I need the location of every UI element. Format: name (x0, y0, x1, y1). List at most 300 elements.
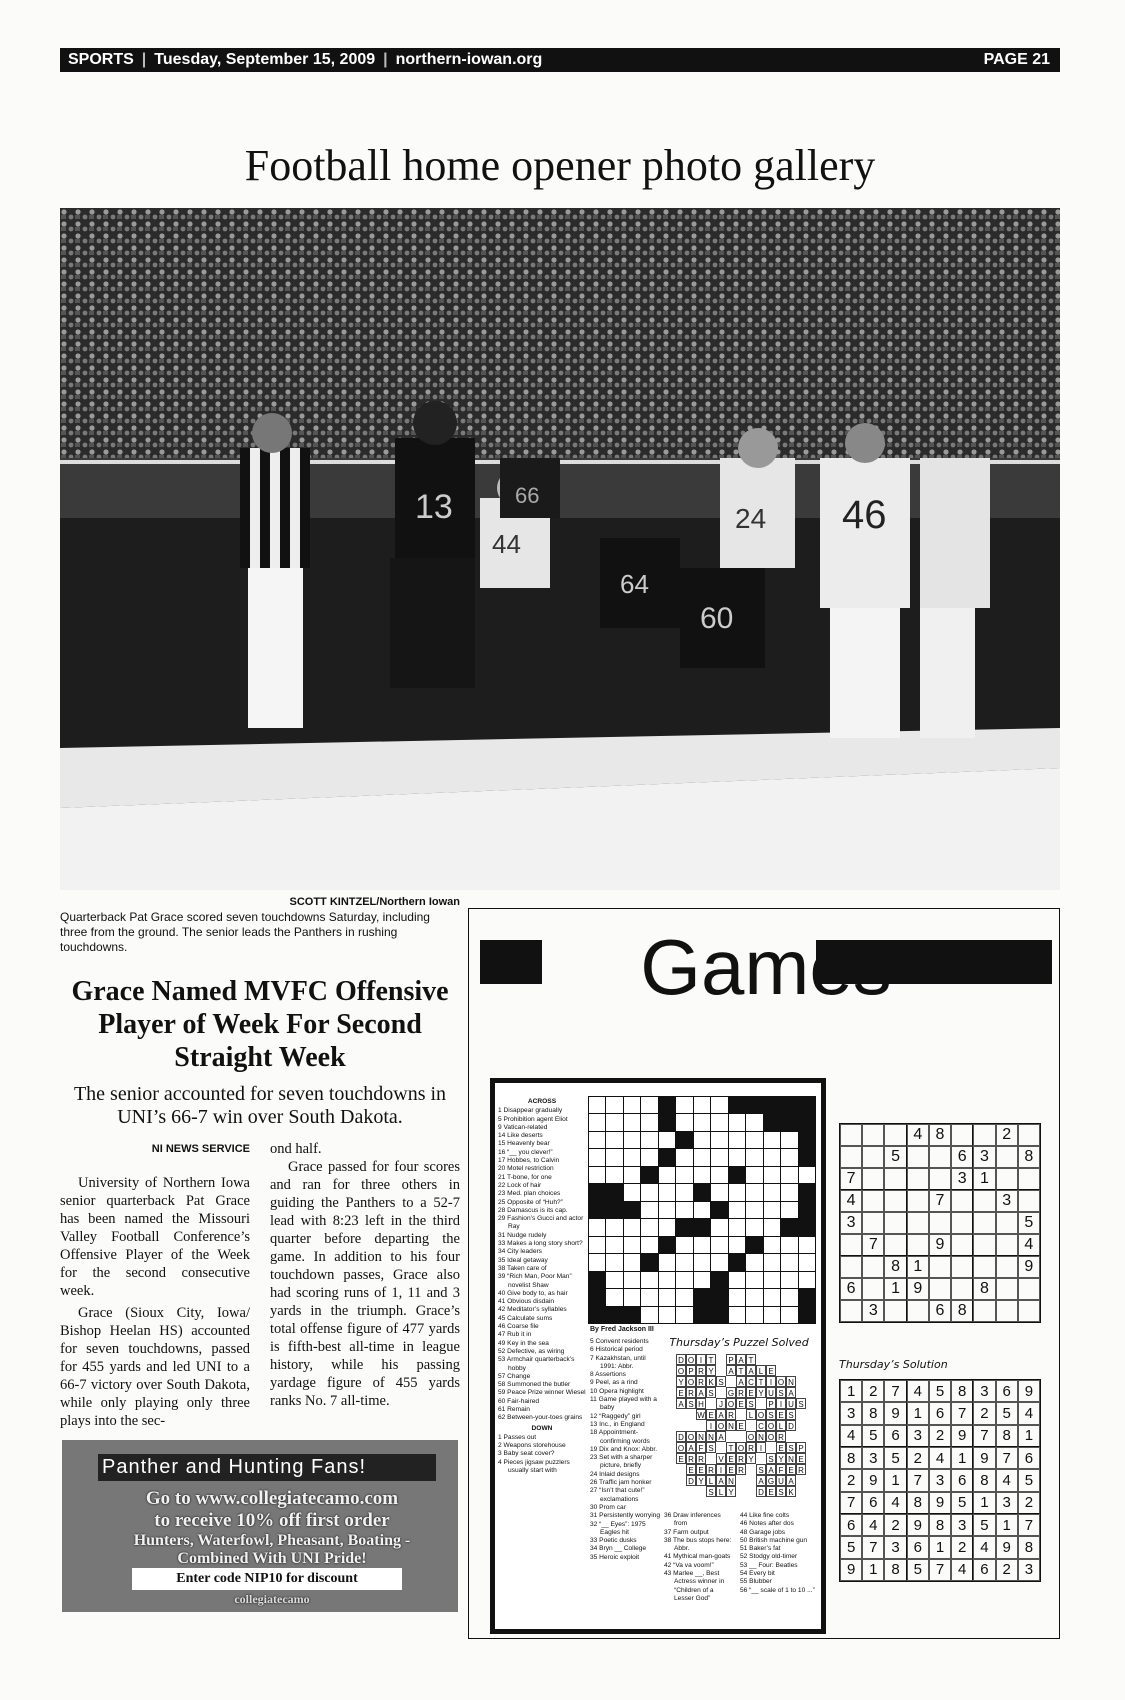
crossword-black-square (711, 1307, 727, 1323)
crossword-black-square (711, 1289, 727, 1305)
sudoku-cell[interactable] (929, 1146, 951, 1168)
crossword-cell[interactable] (729, 1149, 745, 1165)
crossword-cell[interactable] (659, 1254, 675, 1270)
crossword-cell[interactable] (764, 1149, 780, 1165)
sudoku-cell[interactable] (951, 1190, 973, 1212)
solved-letter (786, 1354, 796, 1365)
solved-letter (796, 1475, 806, 1486)
crossword-black-square (659, 1149, 675, 1165)
sudoku-cell[interactable] (996, 1256, 1018, 1278)
sudoku-cell[interactable] (996, 1168, 1018, 1190)
sudoku-cell[interactable] (884, 1212, 906, 1234)
sudoku-cell[interactable] (840, 1124, 862, 1146)
crossword-cell[interactable] (694, 1202, 710, 1218)
sudoku-cell: 8 (929, 1124, 951, 1146)
camo-advertisement[interactable] (62, 1440, 458, 1612)
sudoku-solution-cell: 6 (907, 1536, 929, 1558)
crossword-cell[interactable] (799, 1254, 815, 1270)
sudoku-cell[interactable] (907, 1212, 929, 1234)
crossword-byline: By Fred Jackson III (590, 1326, 654, 1333)
sudoku-cell[interactable] (862, 1212, 884, 1234)
crossword-clue: 33 Poetic dusks (590, 1537, 637, 1545)
sudoku-cell[interactable] (973, 1124, 995, 1146)
solved-letter: E (676, 1453, 686, 1464)
crossword-cell[interactable] (711, 1237, 727, 1253)
crossword-cell[interactable] (746, 1289, 762, 1305)
crossword-cell[interactable] (694, 1149, 710, 1165)
sudoku-solution-cell: 6 (929, 1402, 951, 1424)
sudoku-solution-cell: 6 (1018, 1447, 1040, 1469)
solved-letter: S (766, 1409, 776, 1420)
article-column-1 (60, 1140, 250, 1434)
crossword-black-square (624, 1202, 640, 1218)
sudoku-cell[interactable] (973, 1212, 995, 1234)
solved-letter: L (706, 1475, 716, 1486)
sudoku-cell[interactable] (862, 1146, 884, 1168)
sudoku-cell[interactable] (884, 1300, 906, 1322)
sudoku-cell[interactable] (951, 1212, 973, 1234)
sudoku-cell[interactable] (862, 1190, 884, 1212)
crossword-cell[interactable] (694, 1114, 710, 1130)
sudoku-cell: 3 (840, 1212, 862, 1234)
crossword-cell[interactable] (624, 1132, 640, 1148)
sudoku-solution-cell: 2 (951, 1536, 973, 1558)
crossword-cell[interactable] (746, 1272, 762, 1288)
crossword-cell[interactable] (781, 1202, 797, 1218)
solved-letter: O (777, 1378, 785, 1387)
crossword-cell[interactable] (729, 1184, 745, 1200)
crossword-cell[interactable] (764, 1167, 780, 1183)
solved-letter: S (706, 1387, 716, 1398)
crossword-cell[interactable] (711, 1097, 727, 1113)
sudoku-solution-cell: 4 (1018, 1402, 1040, 1424)
crossword-cell[interactable] (676, 1289, 692, 1305)
sudoku-cell[interactable] (973, 1234, 995, 1256)
solved-letter: R (746, 1442, 756, 1453)
crossword-cell[interactable] (746, 1307, 762, 1323)
sudoku-cell[interactable] (973, 1300, 995, 1322)
solved-letter (716, 1365, 726, 1376)
crossword-cell[interactable] (781, 1184, 797, 1200)
crossword-cell[interactable] (746, 1132, 762, 1148)
crossword-cell[interactable] (746, 1184, 762, 1200)
crossword-black-square (799, 1132, 815, 1148)
sudoku-cell[interactable] (840, 1256, 862, 1278)
solved-letter: R (706, 1464, 716, 1475)
crossword-cell[interactable] (606, 1237, 622, 1253)
crossword-cell[interactable] (676, 1272, 692, 1288)
crossword-clue: 8 Assertions (590, 1371, 626, 1379)
crossword-cell[interactable] (764, 1219, 780, 1235)
crossword-cell[interactable] (711, 1219, 727, 1235)
sudoku-cell: 7 (862, 1234, 884, 1256)
sudoku-solution-cell: 8 (907, 1492, 929, 1514)
jersey-13: 13 (415, 488, 453, 526)
crossword-black-square (799, 1289, 815, 1305)
sudoku-cell[interactable] (907, 1300, 929, 1322)
photo-caption: Quarterback Pat Grace scored seven touchdowns Saturday, including three from the ground. The senior leads the Panthers in rushing touchdowns. (60, 910, 430, 954)
solved-letter: I (716, 1464, 726, 1475)
solved-letter: L (746, 1409, 756, 1420)
crossword-cell[interactable] (624, 1097, 640, 1113)
crossword-cell[interactable] (711, 1254, 727, 1270)
sudoku-cell[interactable] (907, 1234, 929, 1256)
crossword-black-square (676, 1219, 692, 1235)
crossword-cell[interactable] (659, 1184, 675, 1200)
ad-url-line[interactable]: Go to www.collegiatecamo.com (145, 1488, 399, 1509)
down-clues-3 (664, 1512, 734, 1603)
crossword-cell[interactable] (589, 1167, 605, 1183)
crossword-cell[interactable] (606, 1289, 622, 1305)
crossword-cell[interactable] (764, 1132, 780, 1148)
crossword-cell[interactable] (676, 1184, 692, 1200)
sudoku-solution-cell: 4 (884, 1492, 906, 1514)
solved-letter: D (686, 1475, 696, 1486)
crossword-clue: 15 Heavenly bear (498, 1140, 550, 1148)
crossword-cell[interactable] (589, 1219, 605, 1235)
sudoku-cell[interactable] (951, 1278, 973, 1300)
sudoku-cell[interactable] (951, 1234, 973, 1256)
crossword-cell[interactable] (641, 1149, 657, 1165)
crossword-cell[interactable] (729, 1114, 745, 1130)
crossword-cell[interactable] (659, 1289, 675, 1305)
crossword-cell[interactable] (659, 1307, 675, 1323)
sudoku-cell[interactable] (1018, 1190, 1040, 1212)
crossword-cell[interactable] (676, 1114, 692, 1130)
crossword-cell[interactable] (641, 1202, 657, 1218)
crossword-cell[interactable] (606, 1272, 622, 1288)
sudoku-solution-cell: 6 (884, 1425, 906, 1447)
crossword-cell[interactable] (659, 1202, 675, 1218)
solved-letter: U (786, 1398, 796, 1409)
crossword-cell[interactable] (641, 1307, 657, 1323)
crossword-cell[interactable] (694, 1272, 710, 1288)
sudoku-cell[interactable] (862, 1168, 884, 1190)
sudoku-cell[interactable] (884, 1168, 906, 1190)
sudoku-cell[interactable] (1018, 1278, 1040, 1300)
crossword-cell[interactable] (746, 1254, 762, 1270)
crossword-black-square (729, 1167, 745, 1183)
solved-letter: T (756, 1376, 766, 1387)
crossword-cell[interactable] (764, 1272, 780, 1288)
crossword-clue: 18 Appointment-confirming words (590, 1429, 650, 1445)
solved-letter: N (706, 1431, 716, 1442)
crossword-cell[interactable] (641, 1132, 657, 1148)
crossword-cell[interactable] (729, 1307, 745, 1323)
crossword-cell[interactable] (676, 1237, 692, 1253)
crossword-cell[interactable] (589, 1149, 605, 1165)
sudoku-cell[interactable] (996, 1300, 1018, 1322)
sudoku-cell[interactable] (840, 1234, 862, 1256)
games-title-bar (480, 923, 1052, 1011)
crossword-cell[interactable] (589, 1237, 605, 1253)
crossword-black-square (746, 1097, 762, 1113)
crossword-cell[interactable] (641, 1289, 657, 1305)
header-separator: | (383, 51, 388, 68)
crossword-cell[interactable] (711, 1149, 727, 1165)
crossword-clue: 33 Makes a long story short? (498, 1240, 583, 1248)
crossword-cell[interactable] (659, 1219, 675, 1235)
crossword-cell[interactable] (711, 1167, 727, 1183)
solved-letter: E (706, 1409, 716, 1420)
sudoku-solution-cell: 2 (996, 1559, 1018, 1581)
crossword-cell[interactable] (746, 1149, 762, 1165)
solved-letter (696, 1486, 706, 1497)
solved-letter: A (756, 1475, 766, 1486)
sudoku-cell[interactable] (1018, 1124, 1040, 1146)
crossword-cell[interactable] (659, 1272, 675, 1288)
sudoku-cell[interactable] (884, 1190, 906, 1212)
sudoku-solution-cell: 6 (996, 1380, 1018, 1402)
sudoku-cell[interactable] (862, 1124, 884, 1146)
sudoku-cell[interactable] (907, 1190, 929, 1212)
ad-pride-line: Combined With UNI Pride! (177, 1550, 367, 1567)
crossword-cell[interactable] (624, 1167, 640, 1183)
crossword-cell[interactable] (781, 1272, 797, 1288)
sudoku-cell: 7 (929, 1190, 951, 1212)
crossword-clue: 37 Farm output (664, 1528, 709, 1536)
sudoku-puzzle[interactable] (839, 1123, 1041, 1323)
crossword-cell[interactable] (676, 1254, 692, 1270)
sudoku-cell[interactable] (951, 1256, 973, 1278)
sudoku-cell[interactable] (996, 1278, 1018, 1300)
sudoku-solution-cell: 3 (996, 1492, 1018, 1514)
solved-letter: S (786, 1409, 796, 1420)
solved-letter (796, 1409, 806, 1420)
sudoku-cell[interactable] (996, 1146, 1018, 1168)
crossword-cell[interactable] (624, 1254, 640, 1270)
crossword-cell[interactable] (694, 1237, 710, 1253)
solved-letter (726, 1376, 736, 1387)
sudoku-cell[interactable] (884, 1234, 906, 1256)
solved-letter (736, 1486, 746, 1497)
crossword-cell[interactable] (589, 1254, 605, 1270)
crossword-grid[interactable] (588, 1096, 816, 1324)
solved-letter (736, 1475, 746, 1486)
crossword-cell[interactable] (676, 1167, 692, 1183)
sudoku-cell[interactable] (951, 1124, 973, 1146)
crossword-cell[interactable] (606, 1097, 622, 1113)
solved-letter: T (706, 1354, 716, 1365)
crossword-cell[interactable] (624, 1149, 640, 1165)
crossword-clue: 42 Meditator’s syllables (498, 1306, 567, 1314)
across-clues (498, 1096, 586, 1475)
solved-letter (796, 1486, 806, 1497)
sudoku-cell[interactable] (973, 1256, 995, 1278)
solved-letter: A (696, 1387, 706, 1398)
solved-letter (716, 1442, 726, 1453)
sudoku-solution-cell: 2 (1018, 1492, 1040, 1514)
crossword-cell[interactable] (746, 1167, 762, 1183)
crossword-cell[interactable] (781, 1167, 797, 1183)
sudoku-solution-cell: 5 (862, 1425, 884, 1447)
crossword-cell[interactable] (624, 1289, 640, 1305)
solved-letter: A (726, 1365, 736, 1376)
solved-letter: D (786, 1420, 796, 1431)
crossword-clue: 13 Inc., in England (590, 1420, 645, 1428)
crossword-clue: 3 Baby seat cover? (498, 1450, 555, 1458)
crossword-cell[interactable] (729, 1219, 745, 1235)
crossword-cell[interactable] (764, 1254, 780, 1270)
crossword-cell[interactable] (641, 1237, 657, 1253)
crossword-cell[interactable] (781, 1254, 797, 1270)
crossword-cell[interactable] (764, 1202, 780, 1218)
crossword-cell[interactable] (676, 1307, 692, 1323)
crossword-cell[interactable] (606, 1149, 622, 1165)
sudoku-solution-cell: 8 (1018, 1536, 1040, 1558)
sudoku-solution-cell: 9 (862, 1469, 884, 1491)
crossword-cell[interactable] (606, 1132, 622, 1148)
sudoku-cell[interactable] (1018, 1300, 1040, 1322)
ad-title: Panther and Hunting Fans! (98, 1454, 436, 1481)
solved-letter: K (706, 1376, 716, 1387)
crossword-cell[interactable] (641, 1097, 657, 1113)
crossword-cell[interactable] (729, 1272, 745, 1288)
sudoku-cell[interactable] (973, 1190, 995, 1212)
crossword-clue: 35 Heroic exploit (590, 1553, 640, 1561)
sudoku-cell[interactable] (862, 1278, 884, 1300)
sudoku-cell[interactable] (840, 1300, 862, 1322)
crossword-clue: 12 “Raggedy” girl (590, 1412, 641, 1420)
crossword-cell[interactable] (606, 1114, 622, 1130)
crossword-cell[interactable] (676, 1202, 692, 1218)
crossword-cell[interactable] (606, 1254, 622, 1270)
solved-letter: R (736, 1453, 746, 1464)
crossword-cell[interactable] (624, 1237, 640, 1253)
crossword-cell[interactable] (711, 1184, 727, 1200)
crossword-cell[interactable] (624, 1272, 640, 1288)
puzzle-solved-title: Thursday’s Puzzel Solved (669, 1336, 809, 1349)
sudoku-cell[interactable] (929, 1278, 951, 1300)
crossword-cell[interactable] (624, 1114, 640, 1130)
crossword-cell[interactable] (799, 1237, 815, 1253)
sudoku-cell[interactable] (929, 1212, 951, 1234)
solved-letter (746, 1486, 756, 1497)
crossword-clue: 11 Game played with a baby (590, 1396, 657, 1412)
solved-letter (796, 1420, 806, 1431)
crossword-cell[interactable] (641, 1114, 657, 1130)
crossword-cell[interactable] (694, 1132, 710, 1148)
sudoku-cell: 3 (973, 1146, 995, 1168)
crossword-cell[interactable] (711, 1114, 727, 1130)
solved-letter (676, 1475, 686, 1486)
crossword-clue: 44 Like fine colts (740, 1512, 790, 1519)
sudoku-solution-cell: 6 (862, 1492, 884, 1514)
sudoku-cell: 1 (973, 1168, 995, 1190)
crossword-cell[interactable] (589, 1097, 605, 1113)
solved-letter: G (767, 1477, 775, 1486)
crossword-cell[interactable] (641, 1272, 657, 1288)
solved-letter: E (726, 1453, 736, 1464)
crossword-cell[interactable] (659, 1167, 675, 1183)
svg-text:46: 46 (842, 493, 887, 537)
sudoku-cell[interactable] (840, 1146, 862, 1168)
crossword-cell[interactable] (606, 1167, 622, 1183)
crossword-cell[interactable] (694, 1167, 710, 1183)
crossword-cell[interactable] (729, 1289, 745, 1305)
crossword-cell[interactable] (641, 1184, 657, 1200)
crossword-cell[interactable] (694, 1254, 710, 1270)
sudoku-cell[interactable] (929, 1168, 951, 1190)
crossword-cell[interactable] (764, 1307, 780, 1323)
sudoku-cell[interactable] (907, 1146, 929, 1168)
sudoku-cell[interactable] (929, 1256, 951, 1278)
crossword-cell[interactable] (781, 1237, 797, 1253)
sudoku-cell[interactable] (996, 1212, 1018, 1234)
solved-letter (736, 1431, 746, 1442)
crossword-clue: 4 Pieces jigsaw puzzlers usually start with (498, 1458, 570, 1475)
solved-letter: Y (706, 1365, 716, 1376)
sudoku-cell[interactable] (907, 1168, 929, 1190)
crossword-cell[interactable] (781, 1132, 797, 1148)
solved-letter: S (716, 1376, 726, 1387)
crossword-cell[interactable] (624, 1184, 640, 1200)
crossword-cell[interactable] (589, 1132, 605, 1148)
sudoku-solution-cell: 1 (951, 1447, 973, 1469)
crossword-cell[interactable] (746, 1202, 762, 1218)
crossword-cell[interactable] (676, 1149, 692, 1165)
crossword-cell[interactable] (659, 1132, 675, 1148)
crossword-cell[interactable] (799, 1167, 815, 1183)
crossword-cell[interactable] (589, 1114, 605, 1130)
solved-letter (706, 1398, 716, 1409)
solved-letter (766, 1354, 776, 1365)
sudoku-solution-cell: 9 (996, 1536, 1018, 1558)
sudoku-cell[interactable] (862, 1256, 884, 1278)
sudoku-cell: 6 (840, 1278, 862, 1300)
solved-letter: S (746, 1398, 756, 1409)
crossword-cell[interactable] (764, 1184, 780, 1200)
crossword-cell[interactable] (781, 1307, 797, 1323)
crossword-cell[interactable] (781, 1289, 797, 1305)
crossword-cell[interactable] (641, 1219, 657, 1235)
crossword-cell[interactable] (746, 1219, 762, 1235)
crossword-cell[interactable] (624, 1219, 640, 1235)
sudoku-cell[interactable] (884, 1124, 906, 1146)
crossword-cell[interactable] (694, 1097, 710, 1113)
solved-letter (686, 1409, 696, 1420)
crossword-cell[interactable] (746, 1114, 762, 1130)
sudoku-cell[interactable] (1018, 1168, 1040, 1190)
crossword-cell[interactable] (711, 1132, 727, 1148)
crossword-cell[interactable] (676, 1097, 692, 1113)
crossword-cell[interactable] (764, 1289, 780, 1305)
crossword-black-square (606, 1184, 622, 1200)
crossword-cell[interactable] (729, 1237, 745, 1253)
crossword-clue: 49 Key in the sea (498, 1339, 549, 1347)
sudoku-cell[interactable] (996, 1234, 1018, 1256)
crossword-cell[interactable] (606, 1219, 622, 1235)
solved-letter: E (726, 1464, 736, 1475)
site-link[interactable]: northern-iowan.org (395, 51, 543, 68)
sudoku-solution-cell: 9 (907, 1514, 929, 1536)
crossword-cell[interactable] (729, 1202, 745, 1218)
down-clues-2 (590, 1338, 660, 1562)
crossword-clue: 48 Garage jobs (740, 1528, 786, 1536)
crossword-clue: 53 __ Four: Beatles (740, 1561, 798, 1569)
crossword-clue: 52 Stodgy old-timer (740, 1553, 798, 1561)
solved-letter: U (766, 1387, 776, 1398)
crossword-cell[interactable] (781, 1149, 797, 1165)
solved-letter: T (746, 1354, 756, 1365)
down-clues-4 (740, 1512, 820, 1595)
crossword-black-square (606, 1202, 622, 1218)
crossword-black-square (799, 1202, 815, 1218)
crossword-cell[interactable] (764, 1237, 780, 1253)
crossword-cell[interactable] (799, 1272, 815, 1288)
crossword-cell[interactable] (729, 1132, 745, 1148)
sudoku-solution-cell: 1 (1018, 1425, 1040, 1447)
